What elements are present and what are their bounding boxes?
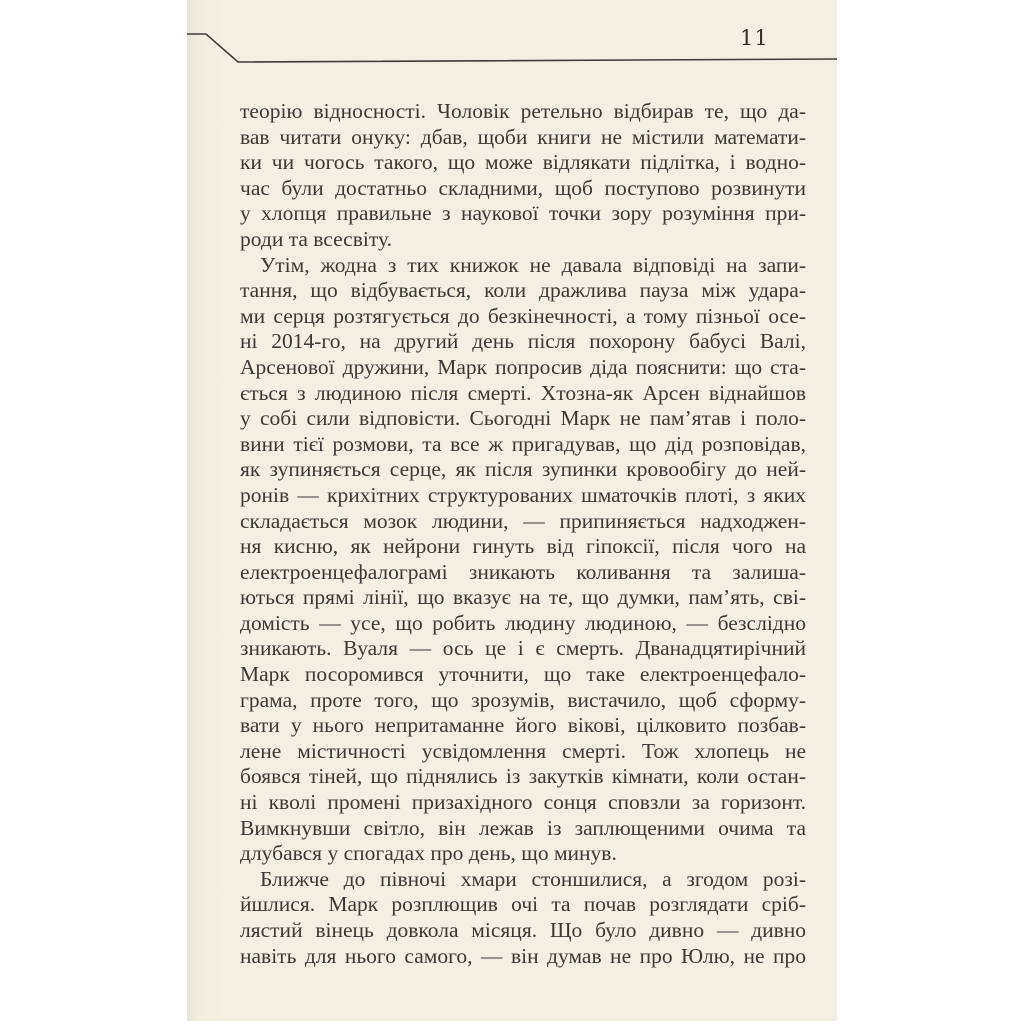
text-line: длубався у спогадах про день, що минув.	[240, 841, 617, 866]
text-line: боявся тіней, що піднялись із закутків кімнати, коли остан-	[240, 764, 806, 789]
text-line: зникають. Вуаля — ось це і є смерть. Дванадцятирічний	[240, 636, 806, 661]
text-line: вати у нього непритаманне його вікові, цілковито позбав-	[240, 713, 806, 738]
text-line: електроенцефалограмі зникають коливання та залиша-	[240, 559, 806, 584]
paragraph	[240, 99, 806, 253]
text-line: роди та всесвіту.	[240, 226, 392, 251]
text-line: ми серця розтягується до безкінечності, а тому пізньої осе-	[240, 303, 806, 328]
text-line: вини тієї розмови, та все ж пригадував, що дід розповідав,	[240, 431, 806, 456]
text-line: домість — усе, що робить людину людиною, — безслідно	[240, 610, 806, 635]
body-text	[240, 99, 806, 969]
text-line: час були достатньо складними, щоб поступово розвинути	[240, 175, 806, 200]
text-line: Арсенової дружини, Марк попросив діда пояснити: що ста-	[240, 354, 806, 379]
text-line: теорію відносності. Чоловік ретельно відбирав те, що да-	[240, 99, 806, 123]
text-line: лене містичності усвідомлення смерті. Тож хлопець не	[240, 738, 806, 763]
text-line: ки чи чогось такого, що може відлякати підлітка, і водно-	[240, 150, 806, 175]
text-line: Марк посоромився уточнити, що таке електроенцефало-	[240, 662, 806, 687]
paragraph	[240, 867, 806, 969]
text-line: ні кволі промені призахідного сонця сповзли за горизонт.	[240, 790, 806, 815]
book-page	[187, 0, 837, 1021]
text-line: у собі сили відповісти. Сьогодні Марк не пам’ятав і поло-	[240, 406, 806, 431]
text-line: лястий вінець довкола місяця. Що було дивно — дивно	[240, 918, 806, 942]
page-number: 11	[740, 26, 769, 50]
text-line: у хлопця правильне з наукової точки зору розуміння при-	[240, 201, 806, 226]
text-line: ється з людиною після смерті. Хтозна-як Арсен віднайшов	[240, 380, 806, 405]
paragraph	[240, 253, 806, 867]
text-line: ються прямі лінії, що вказує на те, що думки, пам’ять, сві-	[240, 585, 806, 610]
text-line: складається мозок людини, — припиняється надходжен-	[240, 508, 806, 533]
text-line: тання, що відбувається, коли дражлива пауза між удара-	[240, 278, 806, 303]
text-line: йшлися. Марк розплющив очі та почав розглядати сріб-	[240, 892, 806, 917]
text-line: як зупиняється серце, як після зупинки кровообігу до ней-	[240, 457, 806, 482]
text-line: вав читати онуку: дбав, щоби книги не містили математи-	[240, 124, 806, 149]
text-line: Вимкнувши світло, він лежав із заплющеними очима та	[240, 815, 806, 840]
text-line: ня кисню, як нейрони гинуть від гіпоксії, після чого на	[240, 534, 806, 559]
text-line: ні 2014-го, на другий день після похорону бабусі Валі,	[240, 329, 806, 354]
text-line: грама, проте того, що зрозумів, вистачило, щоб сформу-	[240, 687, 806, 712]
text-line: Ближче до півночі хмари стоншилися, а згодом розі-	[260, 866, 806, 891]
text-line: навіть для нього самого, — він думав не про Юлю, не про	[240, 943, 806, 968]
text-line: ронів — крихітних структурованих шматочків плоті, з яких	[240, 482, 806, 507]
text-line: Утім, жодна з тих книжок не давала відповіді на запи-	[260, 252, 806, 277]
